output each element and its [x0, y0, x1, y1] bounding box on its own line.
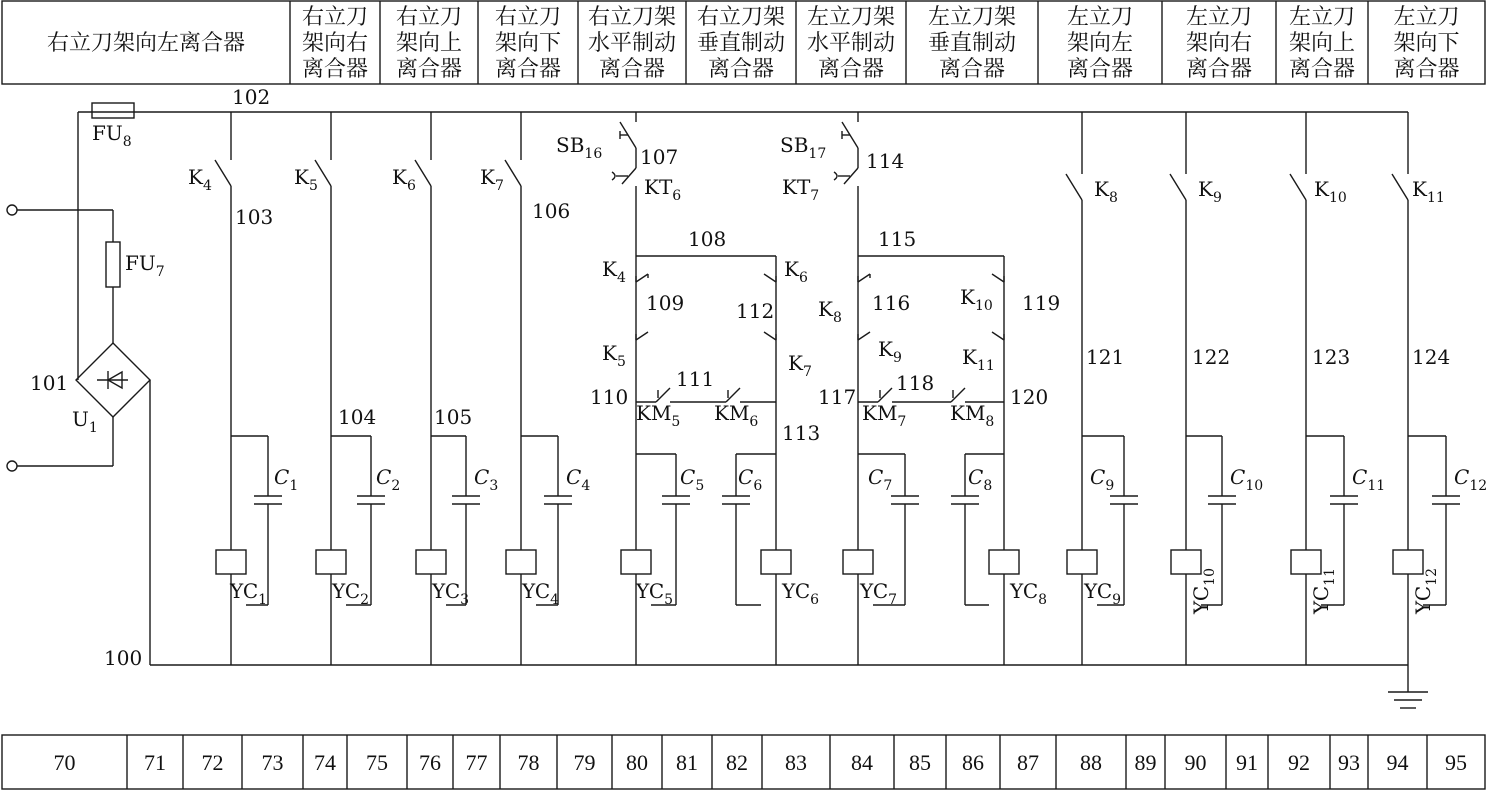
- label-k7-nc: $K_7$: [788, 351, 812, 380]
- label-k4: $K_4$: [188, 165, 212, 194]
- label-c5: $C_5$: [680, 465, 705, 494]
- label-node-103: 103: [235, 205, 274, 229]
- footer-number: 95: [1445, 750, 1467, 775]
- label-k9-nc: $K_9$: [878, 337, 902, 366]
- label-node-104: 104: [338, 405, 377, 429]
- label-fu8: $FU_8$: [92, 121, 132, 150]
- label-k4-nc: $K_4$: [602, 257, 626, 286]
- header-col-6-line-3: 离合器: [707, 57, 775, 82]
- label-c3: $C_3$: [474, 465, 499, 494]
- footer-number: 75: [366, 750, 388, 775]
- label-fu7: $FU_7$: [125, 251, 165, 280]
- header-col-12-line-1: 左立刀: [1393, 5, 1460, 30]
- label-node-111: 111: [676, 367, 715, 391]
- header-col-10-line-1: 左立刀: [1185, 5, 1253, 30]
- label-node-109: 109: [646, 291, 685, 315]
- header-col-10-line-2: 架向右: [1185, 31, 1253, 56]
- header-col-5-line-2: 水平制动: [587, 31, 677, 56]
- label-c11: $C_{11}$: [1352, 465, 1386, 494]
- label-node-116: 116: [872, 291, 911, 315]
- label-km6: $KM_6$: [714, 401, 759, 430]
- footer-number: 70: [53, 750, 76, 775]
- header-col-6-line-1: 右立刀架: [696, 5, 786, 30]
- label-node-100: 100: [104, 646, 143, 670]
- header-col-8-line-1: 左立刀架: [927, 5, 1017, 30]
- header-labels: [47, 5, 1460, 82]
- label-sb17: $SB_{17}$: [780, 133, 827, 162]
- label-kt7: $KT_7$: [782, 175, 820, 204]
- header-col-3-line-1: 右立刀: [395, 5, 463, 30]
- fuse-fu8-icon: [92, 103, 134, 118]
- footer-number: 76: [419, 750, 441, 775]
- footer-number: 80: [626, 750, 648, 775]
- terminal-bottom-icon: [7, 461, 17, 471]
- footer-number: 92: [1288, 750, 1310, 775]
- label-k5: $K_5$: [294, 165, 318, 194]
- header-col-9-line-2: 架向左: [1066, 31, 1134, 56]
- label-yc4: $YC_4$: [522, 579, 560, 608]
- header-col-11-line-3: 离合器: [1288, 57, 1356, 82]
- header-col-6-line-2: 垂直制动: [696, 31, 786, 56]
- label-kt6: $KT_6$: [644, 175, 682, 204]
- label-node-118: 118: [896, 371, 935, 395]
- label-node-114: 114: [866, 149, 905, 173]
- header-col-11-line-2: 架向上: [1288, 31, 1356, 56]
- header-col-2-line-2: 架向右: [301, 31, 369, 56]
- footer-number: 91: [1236, 750, 1258, 775]
- label-k11: $K_{11}$: [1412, 177, 1445, 206]
- header-col-2-line-1: 右立刀: [301, 5, 369, 30]
- label-k11-nc: $K_{11}$: [962, 345, 995, 374]
- header-col-7-line-1: 左立刀架: [806, 5, 896, 30]
- header-col-5-line-1: 右立刀架: [587, 5, 677, 30]
- terminal-top-icon: [7, 205, 17, 215]
- label-k8: $K_8$: [1094, 177, 1118, 206]
- header-col-4-line-2: 架向下: [494, 31, 562, 56]
- label-node-101: 101: [30, 371, 69, 395]
- label-yc8: $YC_8$: [1010, 579, 1048, 608]
- label-c12: $C_{12}$: [1454, 465, 1487, 494]
- header-col-3-line-2: 架向上: [395, 31, 463, 56]
- label-km5: $KM_5$: [636, 401, 681, 430]
- label-yc2: $YC_2$: [332, 579, 370, 608]
- label-yc11: $YC_{11}$: [1309, 568, 1338, 614]
- label-node-115: 115: [878, 227, 917, 251]
- label-node-106: 106: [532, 199, 571, 223]
- header-col-8-line-3: 离合器: [938, 57, 1006, 82]
- label-node-121: 121: [1086, 345, 1125, 369]
- label-u1: $U_1$: [72, 407, 98, 436]
- label-yc9: $YC_9$: [1084, 579, 1122, 608]
- label-c8: $C_8$: [968, 465, 993, 494]
- footer-number: 73: [261, 750, 284, 775]
- label-k8-nc: $K_8$: [818, 297, 842, 326]
- header-col-1-line-1: 右立刀架向左离合器: [46, 31, 246, 56]
- footer-number: 77: [465, 750, 488, 775]
- header-col-3-line-3: 离合器: [395, 57, 463, 82]
- header-col-12-line-3: 离合器: [1393, 57, 1460, 82]
- label-k10: $K_{10}$: [1314, 177, 1347, 206]
- header-col-2-line-3: 离合器: [301, 57, 369, 82]
- header-col-7-line-3: 离合器: [817, 57, 885, 82]
- footer-number: 94: [1386, 750, 1409, 775]
- label-c2: $C_2$: [376, 465, 401, 494]
- label-c9: $C_9$: [1090, 465, 1115, 494]
- label-yc7: $YC_7$: [860, 579, 898, 608]
- label-node-117: 117: [818, 385, 857, 409]
- label-node-119: 119: [1022, 291, 1061, 315]
- label-k5-nc: $K_5$: [602, 341, 626, 370]
- label-k10-nc: $K_{10}$: [960, 285, 993, 314]
- footer-number: 78: [517, 750, 540, 775]
- label-c6: $C_6$: [738, 465, 763, 494]
- header-col-11-line-1: 左立刀: [1288, 5, 1356, 30]
- label-node-107: 107: [640, 145, 679, 169]
- footer-numbers: [54, 750, 1468, 775]
- label-node-102: 102: [232, 85, 271, 109]
- label-node-110: 110: [590, 385, 629, 409]
- footer-number: 93: [1338, 750, 1360, 775]
- component-labels: [30, 85, 1487, 670]
- label-c7: $C_7$: [868, 465, 893, 494]
- footer-number: 87: [1017, 750, 1039, 775]
- header-col-10-line-3: 离合器: [1185, 57, 1253, 82]
- label-yc5: $YC_5$: [636, 579, 674, 608]
- label-k6: $K_6$: [392, 165, 416, 194]
- header-col-12-line-2: 架向下: [1393, 31, 1460, 56]
- header-col-5-line-3: 离合器: [598, 57, 666, 82]
- label-k7: $K_7$: [480, 165, 504, 194]
- label-node-108: 108: [688, 227, 727, 251]
- label-yc12: $YC_{12}$: [1411, 568, 1440, 614]
- label-node-124: 124: [1412, 345, 1451, 369]
- header-col-4-line-3: 离合器: [494, 57, 562, 82]
- label-node-105: 105: [434, 405, 473, 429]
- label-node-112: 112: [736, 299, 775, 323]
- header-col-4-line-1: 右立刀: [494, 5, 562, 30]
- header-col-8-line-2: 垂直制动: [927, 31, 1017, 56]
- label-yc6: $YC_6$: [782, 579, 820, 608]
- label-yc10: $YC_{10}$: [1189, 568, 1218, 614]
- footer-number: 89: [1134, 750, 1157, 775]
- fuse-fu7-icon: [106, 242, 120, 287]
- footer-number: 84: [851, 750, 873, 775]
- label-c1: $C_1$: [274, 465, 299, 494]
- footer-number: 86: [962, 750, 984, 775]
- label-node-120: 120: [1010, 385, 1049, 409]
- label-km7: $KM_7$: [862, 401, 907, 430]
- header-col-9-line-1: 左立刀: [1066, 5, 1134, 30]
- header-col-7-line-2: 水平制动: [806, 31, 896, 56]
- label-node-113: 113: [782, 421, 821, 445]
- footer-number: 79: [573, 750, 596, 775]
- label-c10: $C_{10}$: [1230, 465, 1264, 494]
- footer-number: 83: [785, 750, 807, 775]
- footer-number: 81: [676, 750, 698, 775]
- footer-number: 82: [726, 750, 748, 775]
- label-sb16: $SB_{16}$: [556, 133, 603, 162]
- label-k6-nc: $K_6$: [784, 257, 808, 286]
- label-km8: $KM_8$: [950, 401, 995, 430]
- label-node-123: 123: [1312, 345, 1351, 369]
- footer-number: 74: [314, 750, 336, 775]
- footer-number: 85: [909, 750, 931, 775]
- label-c4: $C_4$: [566, 465, 591, 494]
- footer-number: 71: [144, 750, 166, 775]
- label-k9: $K_9$: [1198, 177, 1222, 206]
- label-yc3: $YC_3$: [432, 579, 470, 608]
- footer-number: 88: [1080, 750, 1102, 775]
- label-yc1: $YC_1$: [230, 579, 268, 608]
- footer-number: 90: [1184, 750, 1207, 775]
- footer-number: 72: [201, 750, 224, 775]
- header-col-9-line-3: 离合器: [1066, 57, 1134, 82]
- label-node-122: 122: [1192, 345, 1231, 369]
